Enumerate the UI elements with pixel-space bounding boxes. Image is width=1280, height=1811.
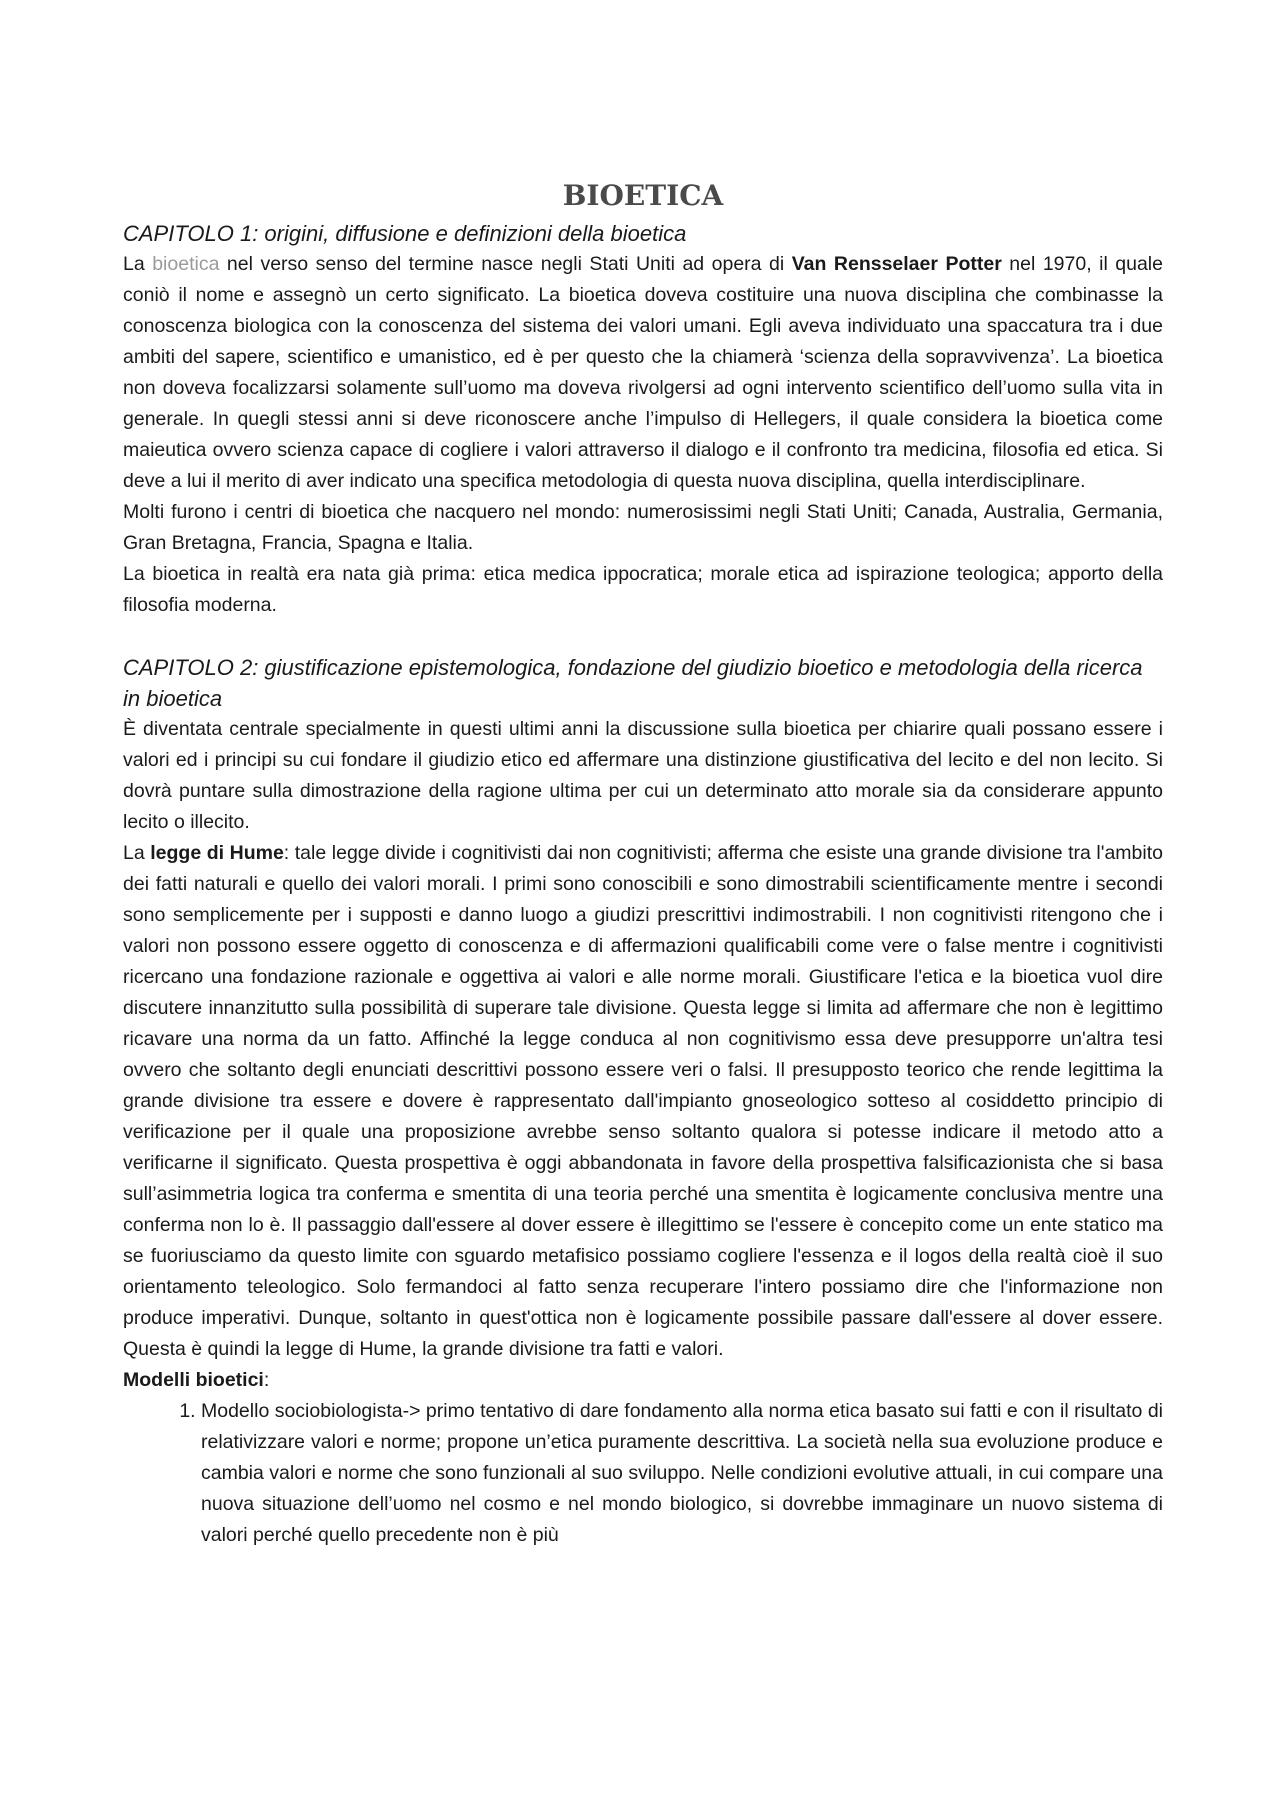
text-run: La (123, 842, 151, 864)
chapter-2-paragraph-1: È diventata centrale specialmente in questi ultimi anni la discussione sulla bioetica per chiarire quali possano essere i valori ed i principi su cui fondare il giudizio etico ed affermare una distinzione giustificativa del lecito e del non lecito. Si dovrà puntare sulla dimostrazione della ragione ultima per cui un determinato atto morale sia da considerare appunto lecito o illecito. (123, 718, 1163, 833)
highlighted-term: bioetica (152, 253, 220, 275)
text-run: nel 1970, il quale coniò il nome e assegnò un certo significato. La bioetica doveva costituire una nuova disciplina che combinasse la conoscenza biologica con la conoscenza del sistema dei valori umani. Egli aveva individuato una spaccatura tra i due ambiti del sapere, scientifico e umanistico, ed è per questo che la chiamerà ‘scienza della sopravvivenza’. La bioetica non doveva focalizzarsi solamente sull’uomo ma doveva rivolgersi ad ogni intervento scientifico dell’uomo sulla vita in generale. In quegli stessi anni si deve riconoscere anche l’impulso di Hellegers, il quale considera la bioetica come maieutica ovvero scienza capace di cogliere i valori attraverso il dialogo e il confronto tra medicina, filosofia ed etica. Si deve a lui il merito di aver indicato una specifica metodologia di questa nuova disciplina, quella interdisciplinare. (123, 253, 1163, 492)
models-list (123, 1396, 1163, 1551)
text-run: : tale legge divide i cognitivisti dai non cognitivisti; afferma che esiste una grande divisione tra l'ambito dei fatti naturali e quello dei valori morali. I primi sono conoscibili e sono dimostrabili scientificamente mentre i secondi sono semplicemente per i supposti e danno luogo a giudizi prescrittivi indimostrabili. I non cognitivisti ritengono che i valori non possono essere oggetto di conoscenza e di affermazioni qualificabili come vere o false mentre i cognitivisti ricercano una fondazione razionale e oggettiva ai valori e alle norme morali. Giustificare l'etica e la bioetica vuol dire discutere innanzitutto sulla possibilità di superare tale divisione. Questa legge si limita ad affermare che non è legittimo ricavare una norma da un fatto. Affinché la legge conduca al non cognitivismo essa deve presupporre un'altra tesi ovvero che soltanto degli enunciati descrittivi possono essere veri o falsi. Il presupposto teorico che rende legittima la grande divisione tra essere e dovere è rappresentato dall'impianto gnoseologico sotteso al cosiddetto principio di verificazione per il quale una proposizione avrebbe senso soltanto qualora si potesse indicare il metodo atto a verificarne il significato. Questa prospettiva è oggi abbandonata in favore della prospettiva falsificazionista che si basa sull’asimmetria logica tra conferma e smentita di una teoria perché una smentita è logicamente conclusiva mentre una conferma non lo è. Il passaggio dall'essere al dover essere è illegittimo se l'essere è concepito come un ente statico ma se fuoriusciamo da questo limite con sguardo metafisico possiamo cogliere l'essenza e il logos della realtà cioè il suo orientamento teleologico. Solo fermandoci al fatto senza recuperare l'intero possiamo dire che l'informazione non produce imperativi. Dunque, soltanto in quest'ottica non è logicamente possibile passare dall'essere al dover essere. Questa è quindi la legge di Hume, la grande divisione tra fatti e valori. (123, 842, 1163, 1360)
chapter-1-paragraph-3: La bioetica in realtà era nata già prima: etica medica ippocratica; morale etica ad ispirazione teologica; apporto della filosofia moderna. (123, 563, 1163, 616)
list-item: 1. Modello sociobiologista-> primo tentativo di dare fondamento alla norma etica basato sui fatti e con il risultato di relativizzare valori e norme; propone un’etica puramente descrittiva. La società nella sua evoluzione produce e cambia valori e norme che sono funzionali al suo sviluppo. Nelle condizioni evolutive attuali, in cui compare una nuova situazione dell’uomo nel cosmo e nel mondo biologico, si dovrebbe immaginare un nuovo sistema di valori perché quello precedente non è più (201, 1396, 1163, 1551)
bold-term: legge di Hume (150, 842, 284, 864)
chapter-1-paragraph-2: Molti furono i centri di bioetica che nacquero nel mondo: numerosissimi negli Stati Uniti; Canada, Australia, Germania, Gran Bretagna, Francia, Spagna e Italia. (123, 501, 1163, 554)
models-heading (123, 1365, 1163, 1396)
text-run: La (123, 253, 153, 275)
chapter-2-heading: CAPITOLO 2: giustificazione epistemologica, fondazione del giudizio bioetico e metodologia della ricerca in bioetica (123, 655, 1143, 711)
chapter-2-paragraph-2 (123, 838, 1163, 1365)
bold-name: Van Rensselaer Potter (791, 253, 1002, 275)
chapter-1-paragraph-1 (123, 249, 1163, 497)
models-colon: : (263, 1369, 270, 1391)
document-title: BIOETICA (562, 179, 724, 212)
chapter-1-heading: CAPITOLO 1: origini, diffusione e definizioni della bioetica (123, 221, 687, 246)
models-label: Modelli bioetici (123, 1369, 264, 1391)
text-run: nel verso senso del termine nasce negli Stati Uniti ad opera di (219, 253, 792, 275)
paragraph-spacer (123, 621, 1163, 652)
document-page (123, 178, 1163, 1551)
